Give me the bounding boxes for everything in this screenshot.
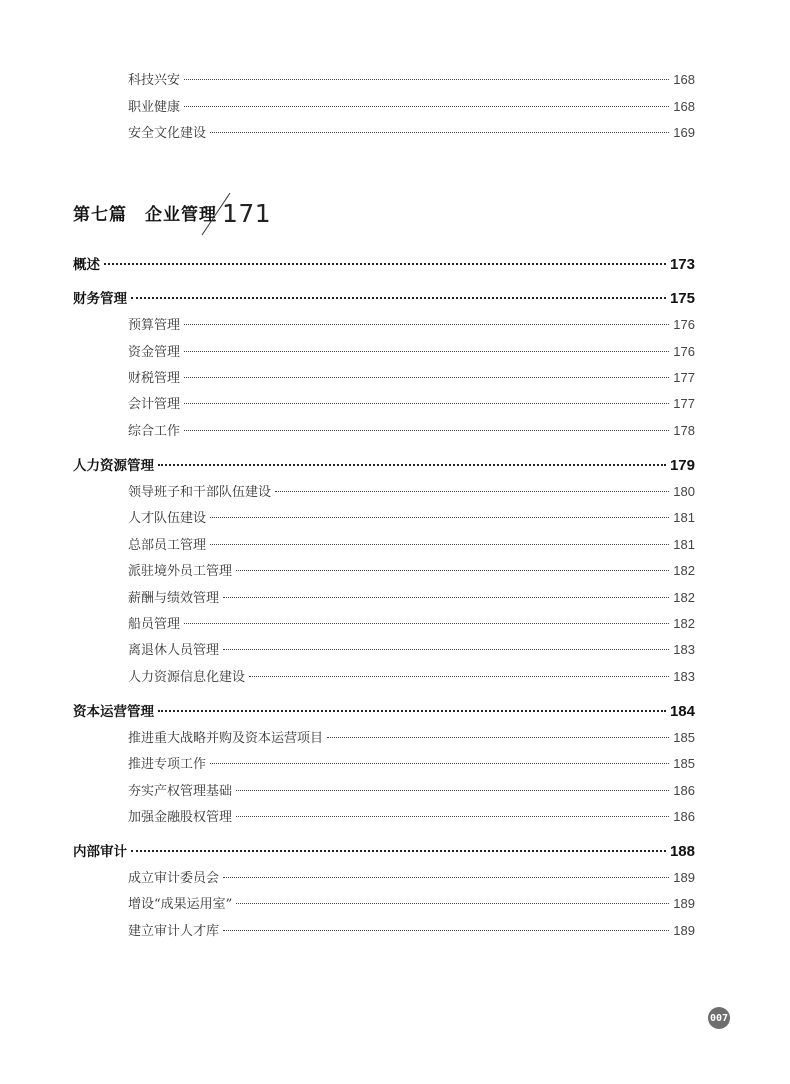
dot-leader (223, 649, 669, 650)
toc-entry-label: 人才队伍建设 (128, 511, 207, 526)
toc-entry-page: 180 (673, 484, 695, 499)
toc-entry[interactable] (128, 613, 695, 632)
toc-entry-page: 185 (673, 756, 695, 771)
toc-section-page: 184 (669, 703, 695, 720)
toc-entry-label: 增设“成果运用室” (128, 897, 233, 912)
dot-leader (275, 491, 669, 492)
toc-section-label: 概述 (73, 257, 100, 273)
toc-entry-label: 推进专项工作 (128, 757, 207, 772)
page-number-badge: 007 (708, 1007, 730, 1029)
toc-entry[interactable] (128, 666, 695, 685)
toc-entry[interactable] (128, 867, 695, 886)
toc-entry-page: 181 (673, 537, 695, 552)
toc-section-page: 173 (669, 256, 695, 273)
dot-leader (184, 324, 669, 325)
toc-entry-page: 182 (673, 590, 695, 605)
dot-leader (184, 79, 669, 80)
toc-entry-page: 176 (673, 344, 695, 359)
toc-section[interactable] (73, 287, 695, 307)
dot-leader (210, 517, 669, 518)
toc-entry[interactable] (128, 780, 695, 799)
dot-leader (236, 570, 669, 571)
dot-leader (210, 763, 669, 764)
toc-entry-label: 夯实产权管理基础 (128, 784, 233, 799)
toc-entry-page: 178 (673, 423, 695, 438)
toc-section[interactable] (73, 253, 695, 273)
toc-entry-page: 169 (673, 125, 695, 140)
toc-entry-label: 薪酬与绩效管理 (128, 591, 220, 606)
toc-entry-page: 168 (673, 99, 695, 114)
toc-entry[interactable] (128, 122, 695, 141)
toc-entry[interactable] (128, 920, 695, 939)
toc-entry-label: 资金管理 (128, 345, 181, 360)
dot-leader (104, 263, 666, 265)
toc-entry[interactable] (128, 314, 695, 333)
toc-section-page: 175 (669, 290, 695, 307)
toc-entry[interactable] (128, 727, 695, 746)
toc-entry[interactable] (128, 69, 695, 88)
chapter-page-number: 171 (222, 199, 272, 228)
toc-entry-label: 职业健康 (128, 100, 181, 115)
toc-entry[interactable] (128, 420, 695, 439)
toc-section[interactable] (73, 700, 695, 720)
toc-entry-page: 189 (673, 870, 695, 885)
toc-entry[interactable] (128, 639, 695, 658)
toc-entry-page: 183 (673, 669, 695, 684)
toc-entry[interactable] (128, 893, 695, 912)
dot-leader (236, 790, 669, 791)
toc-entry-label: 推进重大战略并购及资本运营项目 (128, 731, 324, 746)
toc-section-page: 179 (669, 457, 695, 474)
toc-entry-label: 船员管理 (128, 617, 181, 632)
toc-entry-label: 预算管理 (128, 318, 181, 333)
dot-leader (327, 737, 669, 738)
toc-entry-page: 189 (673, 923, 695, 938)
dot-leader (184, 106, 669, 107)
toc-entry-label: 离退休人员管理 (128, 643, 220, 658)
toc-entry[interactable] (128, 587, 695, 606)
toc-entry-page: 177 (673, 396, 695, 411)
toc-entry-page: 183 (673, 642, 695, 657)
dot-leader (210, 132, 669, 133)
dot-leader (184, 403, 669, 404)
toc-entry-label: 建立审计人才库 (128, 924, 220, 939)
toc-entry-page: 189 (673, 896, 695, 911)
toc-entry[interactable] (128, 560, 695, 579)
toc-entry-page: 177 (673, 370, 695, 385)
toc-entry-page: 168 (673, 72, 695, 87)
toc-entry-label: 财税管理 (128, 371, 181, 386)
toc-entry-page: 186 (673, 809, 695, 824)
dot-leader (184, 623, 669, 624)
dot-leader (223, 597, 669, 598)
toc-entry[interactable] (128, 534, 695, 553)
toc-entry[interactable] (128, 341, 695, 360)
dot-leader (158, 464, 666, 466)
dot-leader (223, 930, 669, 931)
toc-section[interactable] (73, 840, 695, 860)
dot-leader (249, 676, 669, 677)
toc-entry-page: 186 (673, 783, 695, 798)
toc-entry[interactable] (128, 806, 695, 825)
toc-entry[interactable] (128, 393, 695, 412)
dot-leader (223, 877, 669, 878)
toc-entry-page: 182 (673, 563, 695, 578)
dot-leader (158, 710, 666, 712)
toc-entry-page: 181 (673, 510, 695, 525)
dot-leader (184, 351, 669, 352)
dot-leader (236, 816, 669, 817)
dot-leader (131, 850, 666, 852)
dot-leader (210, 544, 669, 545)
toc-section-label: 人力资源管理 (73, 458, 154, 474)
dot-leader (131, 297, 666, 299)
toc-entry-label: 安全文化建设 (128, 126, 207, 141)
toc-entry-label: 领导班子和干部队伍建设 (128, 485, 272, 500)
toc-entry-page: 182 (673, 616, 695, 631)
toc-entry-page: 185 (673, 730, 695, 745)
toc-section-label: 财务管理 (73, 291, 127, 307)
toc-section-label: 资本运营管理 (73, 704, 154, 720)
toc-entry-page: 176 (673, 317, 695, 332)
toc-section[interactable] (73, 454, 695, 474)
toc-entry-label: 加强金融股权管理 (128, 810, 233, 825)
toc-section-page: 188 (669, 843, 695, 860)
toc-entry-label: 派驻境外员工管理 (128, 564, 233, 579)
toc-section-label: 内部审计 (73, 844, 127, 860)
chapter-title: 第七篇 企业管理 (73, 205, 217, 225)
toc-entry[interactable] (128, 367, 695, 386)
toc-entry[interactable] (128, 753, 695, 772)
toc-entry-label: 成立审计委员会 (128, 871, 220, 886)
toc-entry[interactable] (128, 481, 695, 500)
toc-entry-label: 科技兴安 (128, 73, 181, 88)
dot-leader (184, 377, 669, 378)
toc-entry-label: 综合工作 (128, 424, 181, 439)
dot-leader (184, 430, 669, 431)
toc-entry-label: 人力资源信息化建设 (128, 670, 246, 685)
toc-entry-label: 会计管理 (128, 397, 181, 412)
toc-entry[interactable] (128, 507, 695, 526)
toc-entry[interactable] (128, 96, 695, 115)
dot-leader (236, 903, 669, 904)
toc-entry-label: 总部员工管理 (128, 538, 207, 553)
